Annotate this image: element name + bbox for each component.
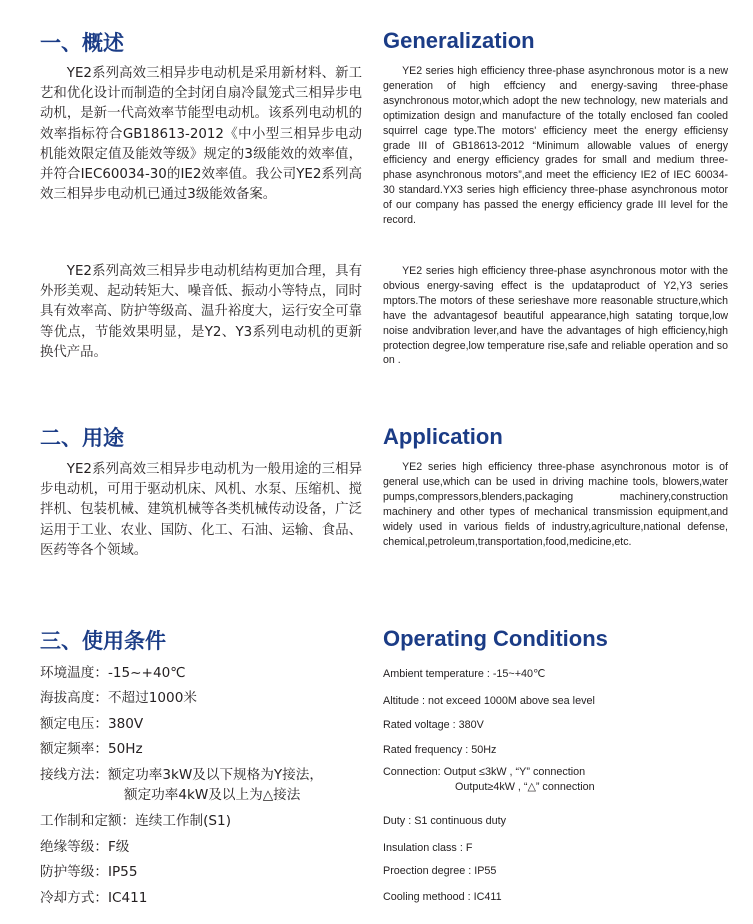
conditions-title-en: Operating Conditions <box>383 626 608 651</box>
condition-item-en: Ambient temperature : -15~+40℃ <box>383 668 546 680</box>
condition-item-cn: 工作制和定额：连续工作制(S1) <box>40 813 232 829</box>
overview-para1-cn: YE2系列高效三相异步电动机是采用新材料、新工艺和优化设计而制造的全封闭自扇冷鼠笼式三相异步电动机，是新一代高效率节能型电动机。该系列电动机的效率指标符合GB18613-2012《中小型三相异步电动机能效限定值及能效等级》规定的3级能效的效率值，并符合IEC60034-30的IE2效率值。我公司YE2系列高效三相异步电动机已通过3级能效备案。 <box>40 66 362 203</box>
condition-item-en: Output≥4kW , “△” connection <box>455 781 595 793</box>
condition-item-cn: 额定频率：50Hz <box>40 741 143 757</box>
overview-para1-en: YE2 series high efficiency three-phase asynchronous motor is a new generation of high effciency and energy-saving three-phase asynchronous motor,which adopt the new technology, new materials and optimization design and manufacture of the totally enclosed fan cooled squirrel cage type.The motors' efficiency meet the energy efficiensy grade III of GB18613-2012 “Minimum allowable values of energy efficiency and energy efficiency grades for small and medium three-phase asynchronous motors”,and meet the efficiency IE2 of IEC 60034-30 standard.YX3 series high efficiency three-phase asynchronous motor of our company has passed the energy efficiency grade III level for the record. <box>383 65 728 227</box>
application-title-cn: 二、用途 <box>40 426 124 450</box>
condition-item-en: Rated frequency : 50Hz <box>383 744 497 756</box>
condition-item-en: Altitude : not exceed 1000M above sea level <box>383 695 595 707</box>
overview-title-cn: 一、概述 <box>40 31 124 55</box>
condition-item-en: Connection: Output ≤3kW , “Y” connection <box>383 766 586 778</box>
condition-item-en: Proection degree : IP55 <box>383 865 497 877</box>
condition-item-cn: 海拔高度：不超过1000米 <box>40 690 197 706</box>
condition-item-cn: 额定功率4kW及以上为△接法 <box>124 787 301 803</box>
condition-item-cn: 防护等级：IP55 <box>40 864 138 880</box>
condition-item-cn: 绝缘等级：F级 <box>40 839 130 855</box>
overview-title-en: Generalization <box>383 28 535 53</box>
condition-item-cn: 额定电压：380V <box>40 716 144 732</box>
overview-para2-en: YE2 series high efficiency three-phase asynchronous motor with the obvious energy-saving effect is the updataproduct of Y2,Y3 series mptors.The motors of these serieshave more reasonable structure,which have the advantagesof beautiful appearance,high satating torque,low noise andvibration lever,and have the advantages of high efficiency,high protection degree,low temperature rise,safe and reliable operation and so on . <box>383 265 728 367</box>
condition-item-en: Insulation class : F <box>383 842 473 854</box>
application-title-en: Application <box>383 424 503 449</box>
condition-item-cn: 环境温度：-15~+40℃ <box>40 665 186 681</box>
condition-item-en: Rated voltage : 380V <box>383 719 484 731</box>
condition-item-en: Cooling methood : IC411 <box>383 891 502 903</box>
condition-item-cn: 冷却方式：IC411 <box>40 890 148 906</box>
overview-para2-cn: YE2系列高效三相异步电动机结构更加合理，具有外形美观、起动转矩大、噪音低、振动小等特点，同时具有效率高、防护等级高、温升裕度大，运行安全可靠等优点，节能效果明显，是Y2、Y3系列电动机的更新换代产品。 <box>40 264 362 360</box>
conditions-title-cn: 三、使用条件 <box>40 629 166 653</box>
application-para-cn: YE2系列高效三相异步电动机为一般用途的三相异步电动机，可用于驱动机床、风机、水泵、压缩机、搅拌机、包装机械、建筑机械等各类机械传动设备，广泛运用于工业、农业、国防、化工、石油、运输、食品、医药等各个领域。 <box>40 462 362 558</box>
application-para-en: YE2 series high efficiency three-phase asynchronous motor is of general use,which can be used in driving machine tools, blowers,water pumps,compressors,blenders,packaging machinery,construction machinery and other types of mechanical transmission equipment,and widely used in various fields of industry,agriculture,national defense, chemical,petroleum,transportation,food,medicine,etc. <box>383 461 728 548</box>
condition-item-cn: 接线方法：额定功率3kW及以下规格为Y接法， <box>40 767 323 783</box>
condition-item-en: Duty : S1 continuous duty <box>383 815 507 827</box>
